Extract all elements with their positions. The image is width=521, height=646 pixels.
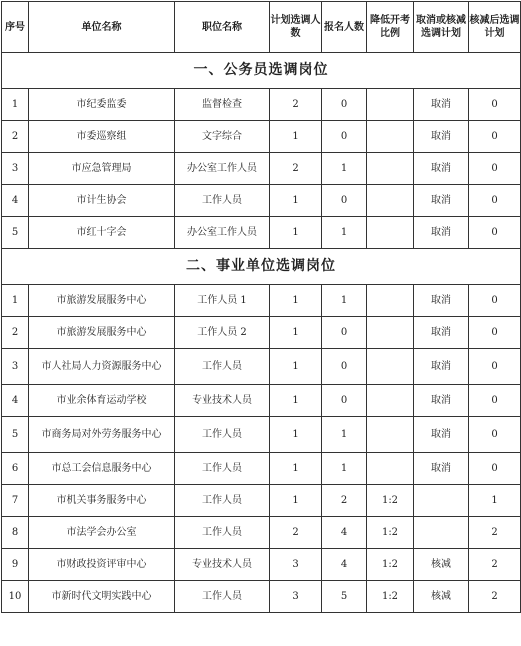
- section-title: 二、事业单位选调岗位: [2, 249, 521, 285]
- cell-unit: 市红十字会: [29, 217, 175, 249]
- table-row: [2, 517, 521, 549]
- cell-unit: 市财政投资评审中心: [29, 549, 175, 581]
- cell-unit: 市旅游发展服务中心: [29, 317, 175, 349]
- cell-cancel: 取消: [414, 285, 469, 317]
- header-ratio: 降低开考比例: [367, 2, 414, 53]
- cell-plan: 1: [270, 417, 322, 453]
- header-unit: 单位名称: [29, 2, 175, 53]
- cell-after: 0: [469, 153, 521, 185]
- table-row: [2, 317, 521, 349]
- header-plan: 计划选调人数: [270, 2, 322, 53]
- table-row: [2, 549, 521, 581]
- header-applied: 报名人数: [322, 2, 367, 53]
- table-row: [2, 285, 521, 317]
- cell-ratio: [367, 417, 414, 453]
- cell-seq: 2: [2, 121, 29, 153]
- cell-unit: 市旅游发展服务中心: [29, 285, 175, 317]
- cell-cancel: 取消: [414, 217, 469, 249]
- cell-applied: 1: [322, 153, 367, 185]
- header-position: 职位名称: [175, 2, 270, 53]
- cell-cancel: 取消: [414, 121, 469, 153]
- cell-applied: 2: [322, 485, 367, 517]
- cell-plan: 3: [270, 581, 322, 613]
- cell-cancel: 取消: [414, 349, 469, 385]
- cell-after: 0: [469, 417, 521, 453]
- cell-ratio: [367, 217, 414, 249]
- cell-seq: 3: [2, 349, 29, 385]
- cell-seq: 6: [2, 453, 29, 485]
- cell-cancel: 取消: [414, 385, 469, 417]
- cell-cancel: 取消: [414, 317, 469, 349]
- cell-unit: 市总工会信息服务中心: [29, 453, 175, 485]
- cell-ratio: [367, 285, 414, 317]
- cell-position: 工作人员: [175, 185, 270, 217]
- table-row: [2, 349, 521, 385]
- cell-cancel: [414, 517, 469, 549]
- table-row: [2, 581, 521, 613]
- cell-cancel: 取消: [414, 153, 469, 185]
- cell-plan: 3: [270, 549, 322, 581]
- table-row: [2, 485, 521, 517]
- cell-after: 0: [469, 385, 521, 417]
- cell-after: 0: [469, 453, 521, 485]
- cell-position: 工作人员 1: [175, 285, 270, 317]
- table-row: [2, 121, 521, 153]
- cell-cancel: 核减: [414, 549, 469, 581]
- cell-ratio: [367, 317, 414, 349]
- cell-applied: 0: [322, 121, 367, 153]
- cell-plan: 2: [270, 517, 322, 549]
- cell-after: 2: [469, 581, 521, 613]
- cell-ratio: 1:2: [367, 517, 414, 549]
- cell-applied: 1: [322, 417, 367, 453]
- cell-position: 文字综合: [175, 121, 270, 153]
- cell-plan: 2: [270, 89, 322, 121]
- cell-unit: 市法学会办公室: [29, 517, 175, 549]
- cell-unit: 市人社局人力资源服务中心: [29, 349, 175, 385]
- header-cancel: 取消或核减选调计划: [414, 2, 469, 53]
- cell-unit: 市应急管理局: [29, 153, 175, 185]
- cell-ratio: [367, 185, 414, 217]
- cell-position: 监督检查: [175, 89, 270, 121]
- cell-unit: 市业余体育运动学校: [29, 385, 175, 417]
- cell-ratio: [367, 453, 414, 485]
- recruitment-table: [1, 1, 521, 613]
- cell-ratio: 1:2: [367, 485, 414, 517]
- cell-plan: 1: [270, 121, 322, 153]
- table-row: [2, 453, 521, 485]
- cell-seq: 10: [2, 581, 29, 613]
- cell-applied: 0: [322, 89, 367, 121]
- cell-plan: 1: [270, 385, 322, 417]
- cell-plan: 2: [270, 153, 322, 185]
- table-body: [2, 53, 521, 613]
- cell-position: 工作人员: [175, 517, 270, 549]
- header-row: [2, 2, 521, 53]
- cell-seq: 1: [2, 285, 29, 317]
- cell-plan: 1: [270, 349, 322, 385]
- cell-cancel: 取消: [414, 89, 469, 121]
- cell-unit: 市机关事务服务中心: [29, 485, 175, 517]
- cell-seq: 3: [2, 153, 29, 185]
- table-row: [2, 217, 521, 249]
- cell-seq: 5: [2, 217, 29, 249]
- cell-after: 2: [469, 517, 521, 549]
- cell-position: 办公室工作人员: [175, 217, 270, 249]
- cell-applied: 0: [322, 317, 367, 349]
- cell-seq: 2: [2, 317, 29, 349]
- cell-plan: 1: [270, 185, 322, 217]
- cell-unit: 市商务局对外劳务服务中心: [29, 417, 175, 453]
- section-title: 一、公务员选调岗位: [2, 53, 521, 89]
- cell-after: 2: [469, 549, 521, 581]
- table-row: [2, 185, 521, 217]
- cell-applied: 0: [322, 385, 367, 417]
- cell-applied: 5: [322, 581, 367, 613]
- cell-cancel: 取消: [414, 417, 469, 453]
- cell-ratio: [367, 121, 414, 153]
- cell-cancel: 核减: [414, 581, 469, 613]
- cell-position: 工作人员 2: [175, 317, 270, 349]
- cell-applied: 0: [322, 349, 367, 385]
- cell-after: 0: [469, 349, 521, 385]
- cell-position: 专业技术人员: [175, 549, 270, 581]
- cell-seq: 4: [2, 385, 29, 417]
- cell-after: 0: [469, 121, 521, 153]
- section-header-row: [2, 249, 521, 285]
- cell-applied: 4: [322, 517, 367, 549]
- cell-applied: 1: [322, 453, 367, 485]
- cell-seq: 7: [2, 485, 29, 517]
- cell-seq: 4: [2, 185, 29, 217]
- cell-applied: 1: [322, 285, 367, 317]
- cell-cancel: 取消: [414, 453, 469, 485]
- cell-seq: 9: [2, 549, 29, 581]
- cell-seq: 8: [2, 517, 29, 549]
- cell-unit: 市新时代文明实践中心: [29, 581, 175, 613]
- cell-after: 0: [469, 217, 521, 249]
- cell-plan: 1: [270, 317, 322, 349]
- cell-position: 办公室工作人员: [175, 153, 270, 185]
- cell-position: 工作人员: [175, 453, 270, 485]
- cell-position: 工作人员: [175, 349, 270, 385]
- cell-position: 专业技术人员: [175, 385, 270, 417]
- cell-ratio: 1:2: [367, 581, 414, 613]
- cell-after: 0: [469, 89, 521, 121]
- cell-plan: 1: [270, 285, 322, 317]
- cell-ratio: 1:2: [367, 549, 414, 581]
- cell-after: 0: [469, 317, 521, 349]
- cell-applied: 0: [322, 185, 367, 217]
- cell-ratio: [367, 349, 414, 385]
- cell-seq: 5: [2, 417, 29, 453]
- cell-unit: 市计生协会: [29, 185, 175, 217]
- cell-unit: 市委巡察组: [29, 121, 175, 153]
- cell-position: 工作人员: [175, 485, 270, 517]
- table-row: [2, 89, 521, 121]
- cell-cancel: 取消: [414, 185, 469, 217]
- cell-position: 工作人员: [175, 417, 270, 453]
- section-header-row: [2, 53, 521, 89]
- cell-after: 0: [469, 185, 521, 217]
- table-row: [2, 385, 521, 417]
- cell-unit: 市纪委监委: [29, 89, 175, 121]
- cell-plan: 1: [270, 453, 322, 485]
- cell-seq: 1: [2, 89, 29, 121]
- cell-plan: 1: [270, 217, 322, 249]
- cell-plan: 1: [270, 485, 322, 517]
- cell-applied: 4: [322, 549, 367, 581]
- cell-ratio: [367, 385, 414, 417]
- cell-cancel: [414, 485, 469, 517]
- cell-after: 1: [469, 485, 521, 517]
- cell-position: 工作人员: [175, 581, 270, 613]
- header-after: 核减后选调计划: [469, 2, 521, 53]
- header-seq: 序号: [2, 2, 29, 53]
- table-row: [2, 417, 521, 453]
- table-row: [2, 153, 521, 185]
- cell-ratio: [367, 89, 414, 121]
- cell-applied: 1: [322, 217, 367, 249]
- cell-ratio: [367, 153, 414, 185]
- cell-after: 0: [469, 285, 521, 317]
